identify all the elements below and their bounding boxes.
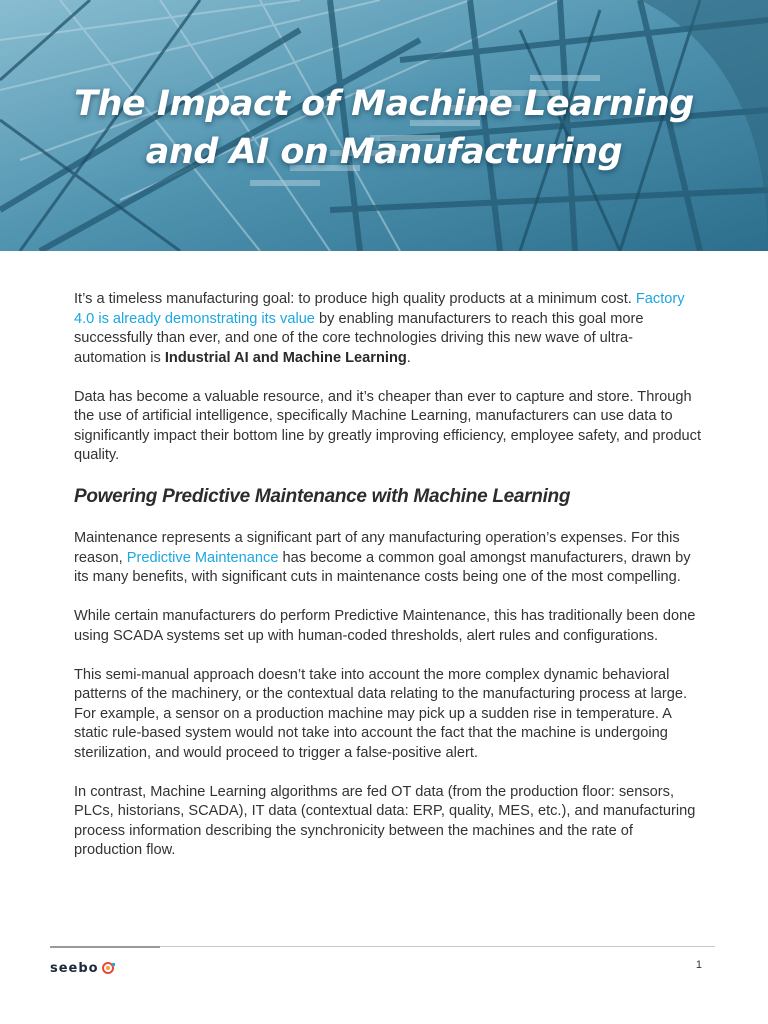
section-paragraph-2: While certain manufacturers do perform Predictive Maintenance, this has traditionally been done using SCADA systems set up with human-coded thresholds, alert rules and configurations. [74, 608, 696, 644]
section-paragraph-4: In contrast, Machine Learning algorithms are fed OT data (from the production floor: sensors, PLCs, historians, SCADA), IT data (contextual data: ERP, quality, MES, etc.), and manufacturing process information describing the synchronicity between the machines and the rate of production flow. [74, 783, 696, 858]
document-body [74, 290, 704, 880]
title-line-1: The Impact of Machine Learning [74, 84, 694, 124]
section-heading: Powering Predictive Maintenance with Machine Learning [74, 486, 571, 507]
page-number: 1 [695, 959, 702, 971]
factory-4-link[interactable]: Factory 4.0 is already demonstrating its value [74, 291, 685, 327]
intro-bold-phrase: Industrial AI and Machine Learning [164, 349, 407, 366]
intro-paragraph-1 [74, 290, 704, 368]
header-banner [0, 0, 768, 251]
intro-text-end: . [406, 349, 411, 366]
section-text-1: Maintenance represents a significant part of any manufacturing operation’s expenses. For this reason, [74, 530, 680, 566]
intro-text-2: by enabling manufacturers to reach this goal more successfully than ever, and one of the core technologies driving this new wave of ultra-automation is [74, 310, 644, 366]
seebo-logo [50, 958, 115, 978]
logo-mark-icon [101, 962, 115, 974]
title-line-2: and AI on Manufacturing [145, 132, 623, 172]
intro-paragraph-2: Data has become a valuable resource, and it’s cheaper than ever to capture and store. Through the use of artificial intelligence, specifically Machine Learning, manufacturers can use data to significantly impact their bottom line by greatly improving efficiency, employee safety, and product quality. [74, 388, 702, 463]
predictive-maintenance-link[interactable]: Predictive Maintenance [126, 549, 279, 566]
section-text-2: has become a common goal amongst manufacturers, drawn by its many benefits, with significant cuts in maintenance costs being one of the most compelling. [74, 549, 691, 585]
logo-wordmark: seebo [50, 960, 99, 976]
section-paragraph-3: This semi-manual approach doesn’t take into account the more complex dynamic behavioral patterns of the machinery, or the contextual data relating to the manufacturing process at large. For example, a sensor on a production machine may pick up a sudden rise in temperature. A static rule-based system would not take into account the fact that the machine is undergoing sterilization, and would proceed to trigger a false-positive alert. [74, 666, 688, 761]
footer-divider-accent [50, 946, 160, 948]
document-title [0, 80, 768, 176]
section-paragraph-1 [74, 529, 704, 588]
intro-text-1: It’s a timeless manufacturing goal: to produce high quality products at a minimum cost. [74, 291, 636, 307]
